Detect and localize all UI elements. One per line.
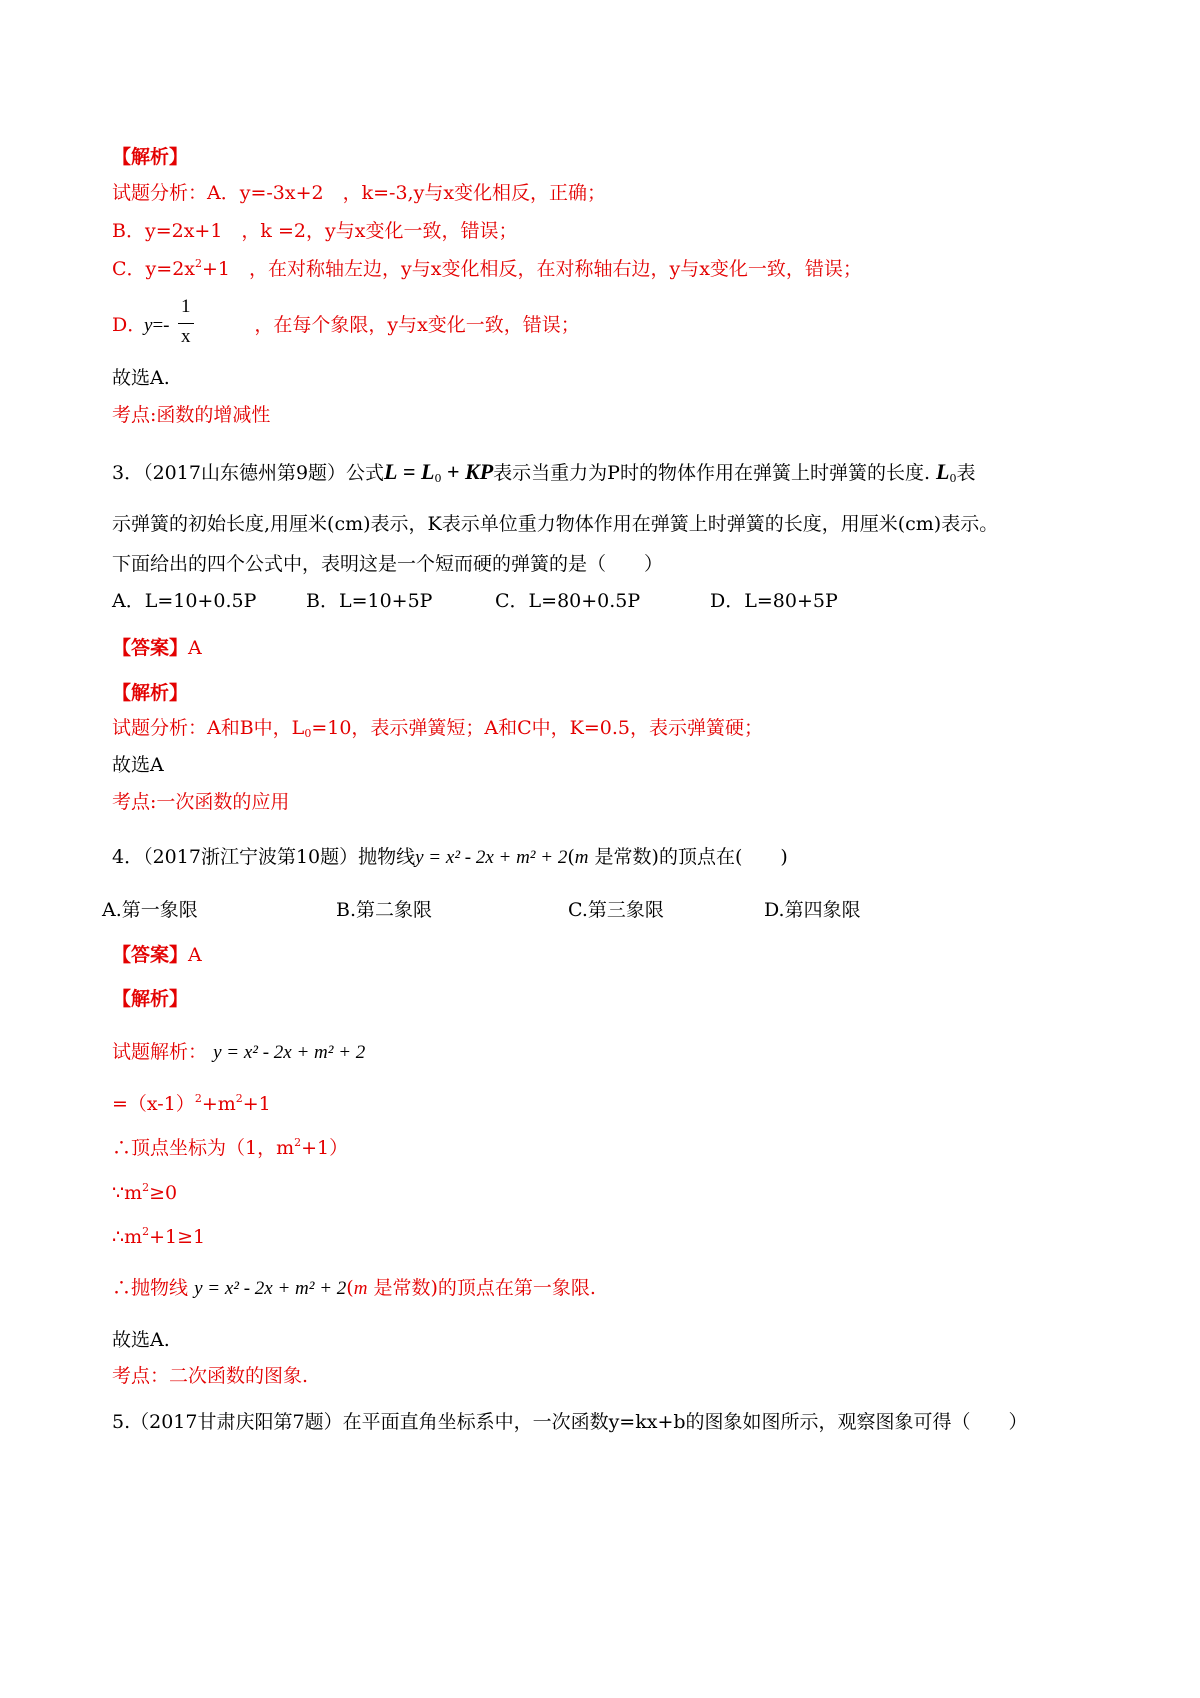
q4-kaodian: 考点：二次函数的图象.	[112, 1365, 309, 1387]
q3-option-b: B．L=10+5P	[306, 590, 433, 612]
q4-step-2: ∴顶点坐标为（1，$m^2+1$）	[112, 1136, 349, 1159]
q3-analysis-header: 【解析】	[112, 682, 189, 704]
q4-step-4: $\therefore m^2+1\ge 1$	[112, 1225, 206, 1248]
q4-step-1: $=(x-1)^2+m^2+1$	[112, 1092, 271, 1115]
q4-analysis-label-line: 试题解析： y = x² - 2x + m² + 2	[112, 1041, 366, 1063]
q4-option-a: A.第一象限	[102, 899, 198, 921]
analysis-line-b: B．y=2x+1 ，k =2，y与x变化一致，错误；	[112, 220, 518, 242]
q4-option-b: B.第二象限	[336, 899, 433, 921]
q3-stem-line1: 3．（2017山东德州第9题）公式$L = L_0$ + KP表示当重力为P时的物体作用在弹簧上时弹簧的长度. $L_0$表	[112, 459, 976, 485]
q4-formula: y = x² - 2x + m² + 2	[415, 847, 568, 868]
q4-analysis-formula: y = x² - 2x + m² + 2	[213, 1042, 366, 1063]
q4-choice: 故选A.	[112, 1329, 170, 1351]
formula-y-neg: y=-	[144, 315, 170, 336]
q4-step-3: $\because m^2\ge 0$	[112, 1181, 178, 1204]
kaodian-text: 考点:函数的增减性	[112, 404, 271, 426]
analysis-line-a: 试题分析：A．y=-3x+2 ，k=-3,y与x变化相反，正确；	[112, 182, 607, 204]
q3-option-c: C．L=80+0.5P	[495, 590, 641, 612]
q3-stem-line3: 下面给出的四个公式中，表明这是一个短而硬的弹簧的是（ ）	[112, 553, 664, 575]
q4-option-c: C.第三象限	[568, 899, 664, 921]
q3-option-a: A．L=10+0.5P	[112, 590, 257, 612]
analysis-header: 【解析】	[112, 146, 189, 168]
q3-choice: 故选A	[112, 754, 164, 776]
analysis-line-c: C．$y=2x^2+1$ ，在对称轴左边，y与x变化相反，在对称轴右边，y与x变化一致，错误；	[112, 257, 862, 280]
q3-kaodian: 考点:一次函数的应用	[112, 791, 290, 813]
q4-stem: 4．（2017浙江宁波第10题）抛物线y = x² - 2x + m² + 2(m 是常数)的顶点在( )	[112, 846, 788, 868]
q4-step-5: ∴抛物线 y = x² - 2x + m² + 2(m 是常数)的顶点在第一象限.	[112, 1277, 596, 1299]
q4-analysis-header: 【解析】	[112, 988, 189, 1010]
q4-answer: 【答案】A	[112, 944, 202, 966]
choice-text: 故选A.	[112, 367, 170, 389]
q3-stem-line2: 示弹簧的初始长度,用厘米(cm)表示，K表示单位重力物体作用在弹簧上时弹簧的长度，用厘米(cm)表示。	[112, 513, 999, 535]
q3-analysis-text: 试题分析：A和B中，$L_0=10$，表示弹簧短；A和C中，K=0.5，表示弹簧硬；	[112, 717, 763, 740]
q3-option-d: D．L=80+5P	[710, 590, 838, 612]
q5-stem: 5.（2017甘肃庆阳第7题）在平面直角坐标系中，一次函数y=kx+b的图象如图所示，观察图象可得（ ）	[112, 1411, 1028, 1433]
q4-step5-formula: y = x² - 2x + m² + 2	[194, 1278, 347, 1299]
q3-answer: 【答案】A	[112, 637, 202, 659]
analysis-line-d: D． ，在每个象限，y与x变化一致，错误；	[112, 314, 580, 336]
q4-option-d: D.第四象限	[764, 899, 861, 921]
